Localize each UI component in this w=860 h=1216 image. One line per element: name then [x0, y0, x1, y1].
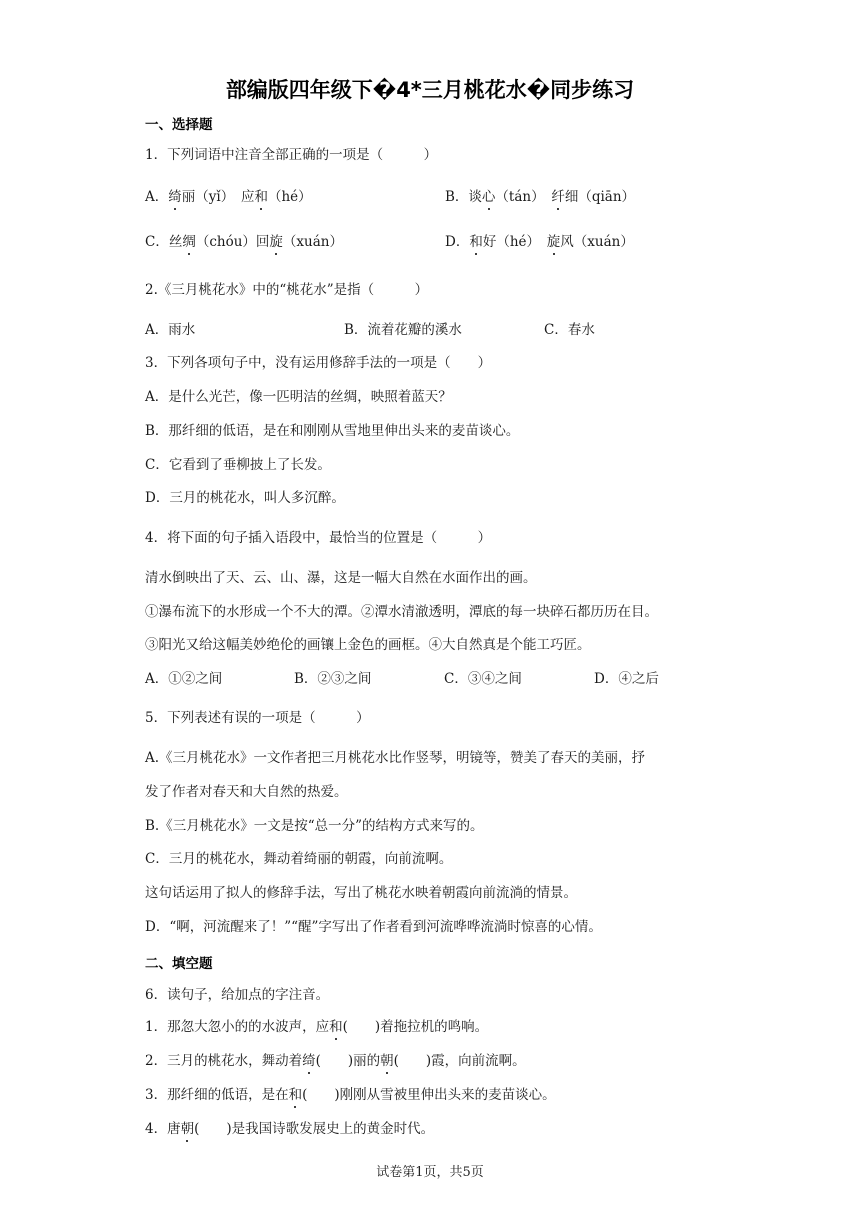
- emphasis-char: 纤: [551, 189, 565, 205]
- q4-option-c: C．③④之间: [444, 671, 522, 687]
- page-footer: 试卷第1页，共5页: [376, 1165, 484, 1180]
- q1-option-b: B．谈心（tán） 纤细（qiān）: [445, 189, 636, 205]
- q5-stem: 5．下列表述有误的一项是（ ）: [145, 710, 370, 726]
- emphasis-char: 旋: [546, 234, 561, 250]
- section-heading-fill: 二、填空题: [145, 956, 213, 972]
- emphasis-char: 和: [288, 1087, 303, 1103]
- emphasis-char: 绸: [182, 234, 196, 250]
- q6-item-2: 2．三月的桃花水，舞动着绮( )丽的朝( )霞，向前流啊。: [145, 1053, 526, 1069]
- q3-option-b: B．那纤细的低语，是在和刚刚从雪地里伸出头来的麦苗谈心。: [145, 423, 520, 439]
- q1-option-d: D．和好（hé） 旋风（xuán）: [445, 234, 634, 250]
- emphasis-char: 和: [469, 234, 483, 250]
- q2-option-c: C．春水: [544, 322, 595, 338]
- q5-option-c-note: 这句话运用了拟人的修辞手法，写出了桃花水映着朝霞向前流淌的情景。: [145, 885, 577, 901]
- q6-item-1: 1．那忽大忽小的的水波声，应和( )着拖拉机的鸣响。: [145, 1019, 489, 1035]
- q4-option-a: A．①②之间: [145, 671, 223, 687]
- emphasis-char: 朝: [380, 1053, 394, 1069]
- q5-option-a-line1: A.《三月桃花水》一文作者把三月桃花水比作竖琴，明镜等，赞美了春天的美丽，抒: [145, 750, 646, 766]
- q5-option-b: B.《三月桃花水》一文是按“总一分”的结构方式来写的。: [145, 818, 484, 834]
- q6-stem: 6．读句子，给加点的字注音。: [145, 987, 330, 1003]
- q3-stem: 3．下列各项句子中，没有运用修辞手法的一项是（ ）: [145, 355, 492, 371]
- emphasis-char: 和: [254, 189, 268, 205]
- emphasis-char: 心: [481, 189, 496, 205]
- q6-item-3: 3．那纤细的低语，是在和( )刚刚从雪被里伸出头来的麦苗谈心。: [145, 1087, 556, 1103]
- q4-paragraph-1: ①瀑布流下的水形成一个不大的潭。②潭水清澈透明，潭底的每一块碎石都历历在目。: [145, 604, 658, 620]
- q6-item-4: 4．唐朝( )是我国诗歌发展史上的黄金时代。: [145, 1121, 435, 1137]
- q2-option-b: B．流着花瓣的溪水: [344, 322, 462, 338]
- q4-option-d: D．④之后: [594, 671, 659, 687]
- q4-sentence: 清水倒映出了天、云、山、瀑，这是一幅大自然在水面作出的画。: [145, 570, 537, 586]
- emphasis-char: 绮: [302, 1053, 316, 1069]
- emphasis-char: 朝: [180, 1121, 195, 1137]
- q4-paragraph-2: ③阳光又给这幅美妙绝伦的画镶上金色的画框。④大自然真是个能工巧匠。: [145, 637, 591, 653]
- q4-option-b: B．②③之间: [294, 671, 372, 687]
- q3-option-d: D．三月的桃花水，叫人多沉醉。: [145, 490, 345, 506]
- q5-option-d: D．“啊，河流醒来了！”“醒”字写出了作者看到河流哗哗流淌时惊喜的心情。: [145, 919, 602, 935]
- q2-stem: 2.《三月桃花水》中的“桃花水”是指（ ）: [145, 282, 429, 298]
- q1-option-a: A．绮丽（yǐ） 应和（hé）: [145, 189, 312, 205]
- q5-option-a-line2: 发了作者对春天和大自然的热爱。: [145, 784, 348, 800]
- emphasis-char: 和: [329, 1019, 343, 1035]
- emphasis-char: 绮: [168, 189, 182, 205]
- q2-option-a: A．雨水: [145, 322, 196, 338]
- q1-option-c: C．丝绸（chóu）回旋（xuán）: [145, 234, 343, 250]
- q3-option-c: C．它看到了垂柳披上了长发。: [145, 457, 331, 473]
- emphasis-char: 旋: [269, 234, 283, 250]
- q3-option-a: A．是什么光芒，像一匹明洁的丝绸，映照着蓝天？: [145, 389, 452, 405]
- section-heading-choice: 一、选择题: [145, 117, 213, 133]
- q1-stem: 1．下列词语中注音全部正确的一项是（ ）: [145, 147, 438, 163]
- q5-option-c: C．三月的桃花水，舞动着绮丽的朝霞，向前流啊。: [145, 851, 453, 867]
- page-title: 部编版四年级下�4*三月桃花水�同步练习: [225, 78, 635, 102]
- q4-stem: 4．将下面的句子插入语段中，最恰当的位置是（ ）: [145, 530, 492, 546]
